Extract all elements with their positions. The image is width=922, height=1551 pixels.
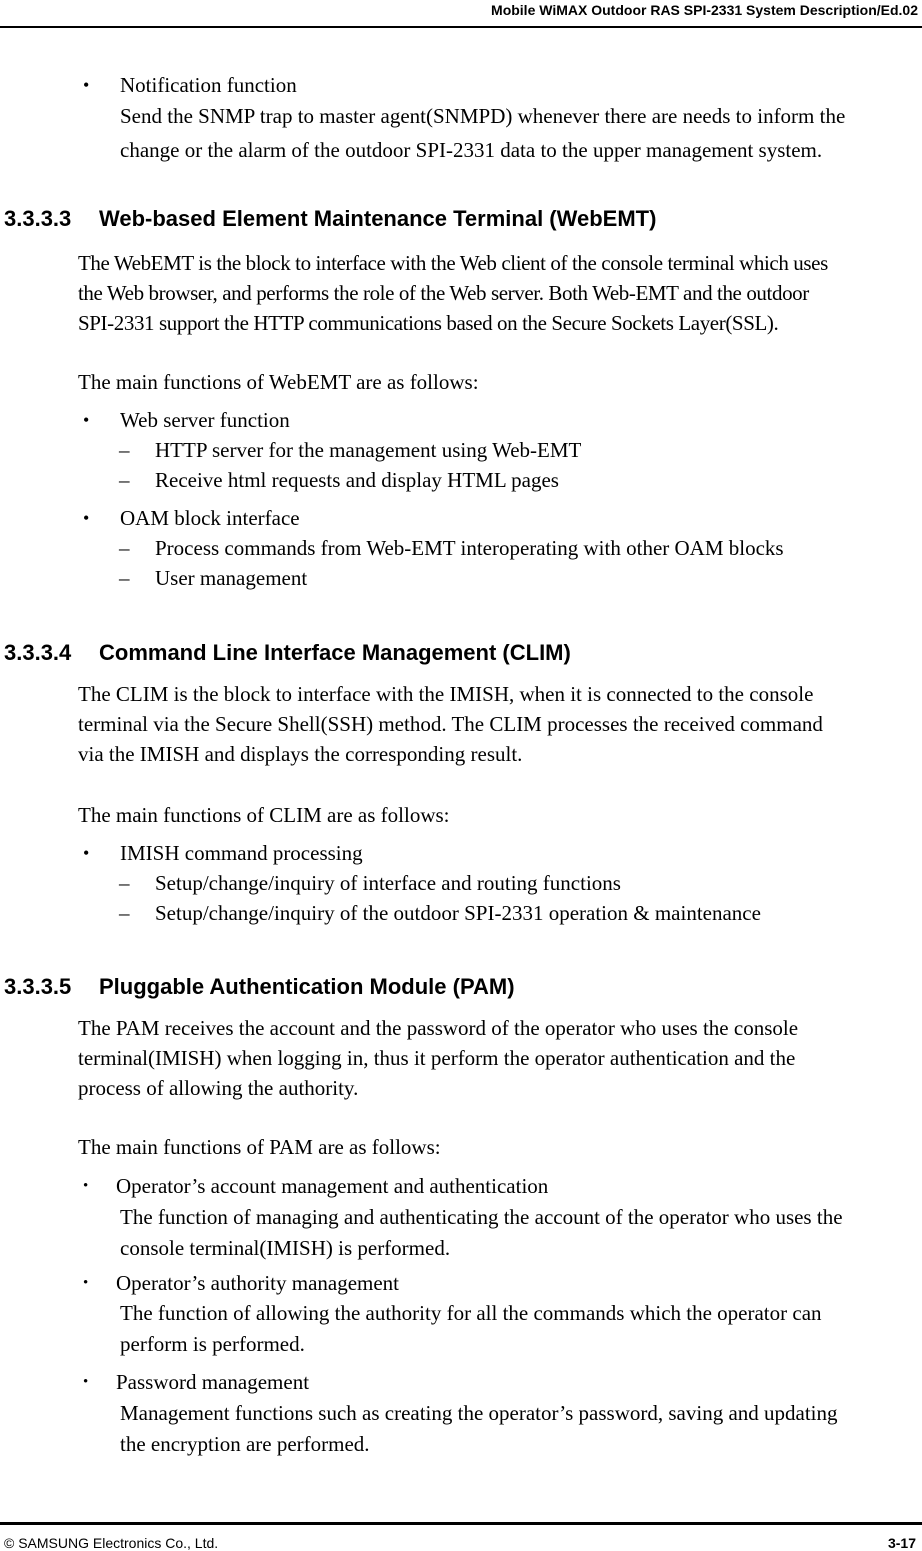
section-number: 3.3.3.4	[4, 640, 72, 665]
bullet-icon: •	[83, 1275, 89, 1291]
dash-icon: –	[119, 566, 130, 590]
section-title: Pluggable Authentication Module (PAM)	[99, 974, 515, 999]
dash-icon: –	[119, 536, 130, 560]
list-item-description: Send the SNMP trap to master agent(SNMPD) whenever there are needs to inform the	[120, 104, 846, 128]
page-number: 3-17	[887, 1535, 916, 1551]
paragraph-line: SPI-2331 support the HTTP communications based on the Secure Sockets Layer(SSL).	[78, 311, 779, 335]
dash-icon: –	[119, 468, 130, 492]
list-item-title: Operator’s authority management	[116, 1271, 400, 1295]
section-heading-clim	[4, 640, 571, 666]
sub-list-item: Setup/change/inquiry of the outdoor SPI-2331 operation & maintenance	[155, 901, 761, 925]
list-item-title: Password management	[116, 1370, 310, 1394]
paragraph-line: The PAM receives the account and the password of the operator who uses the console	[78, 1016, 799, 1040]
list-item-description: change or the alarm of the outdoor SPI-2331 data to the upper management system.	[120, 138, 823, 162]
bullet-icon: •	[83, 410, 90, 430]
list-item-title: IMISH command processing	[120, 841, 363, 865]
paragraph-line: the Web browser, and performs the role of the Web server. Both Web-EMT and the outdoor	[78, 281, 809, 305]
list-item-title: Web server function	[120, 408, 290, 432]
header-divider	[0, 26, 922, 28]
sub-list-item: Setup/change/inquiry of interface and routing functions	[155, 871, 621, 895]
dash-icon: –	[119, 871, 130, 895]
bullet-icon: •	[83, 1178, 89, 1194]
list-item-title: OAM block interface	[120, 506, 300, 530]
list-item-description: The function of allowing the authority for all the commands which the operator can	[120, 1301, 822, 1325]
dash-icon: –	[119, 901, 130, 925]
list-item-description: perform is performed.	[120, 1332, 305, 1356]
list-item-title: Operator’s account management and authentication	[116, 1174, 549, 1198]
list-item-description: the encryption are performed.	[120, 1432, 370, 1456]
paragraph-line: The main functions of CLIM are as follows:	[78, 803, 450, 827]
section-heading-webemt	[4, 206, 656, 232]
paragraph-line: process of allowing the authority.	[78, 1076, 359, 1100]
list-item-title: Notification function	[120, 73, 297, 97]
paragraph-line: terminal(IMISH) when logging in, thus it perform the operator authentication and the	[78, 1046, 796, 1070]
sub-list-item: Process commands from Web-EMT interoperating with other OAM blocks	[155, 536, 784, 560]
sub-list-item: HTTP server for the management using Web-EMT	[155, 438, 582, 462]
section-number: 3.3.3.3	[4, 206, 72, 231]
footer-divider	[0, 1522, 922, 1525]
footer-copyright: © SAMSUNG Electronics Co., Ltd.	[4, 1535, 219, 1551]
running-header: Mobile WiMAX Outdoor RAS SPI-2331 System Description/Ed.02	[491, 2, 918, 18]
list-item-description: Management functions such as creating the operator’s password, saving and updating	[120, 1401, 838, 1425]
paragraph-line: The main functions of WebEMT are as follows:	[78, 370, 479, 394]
bullet-icon: •	[83, 843, 90, 863]
list-item-description: The function of managing and authenticating the account of the operator who uses the	[120, 1205, 843, 1229]
section-heading-pam	[4, 974, 515, 1000]
bullet-icon: •	[83, 75, 90, 95]
paragraph-line: The WebEMT is the block to interface with the Web client of the console terminal which uses	[78, 251, 828, 275]
section-title: Web-based Element Maintenance Terminal (WebEMT)	[99, 206, 657, 231]
bullet-icon: •	[83, 508, 90, 528]
list-item-description: console terminal(IMISH) is performed.	[120, 1236, 451, 1260]
sub-list-item: User management	[155, 566, 308, 590]
sub-list-item: Receive html requests and display HTML pages	[155, 468, 559, 492]
paragraph-line: terminal via the Secure Shell(SSH) method. The CLIM processes the received command	[78, 712, 823, 736]
paragraph-line: The main functions of PAM are as follows:	[78, 1135, 441, 1159]
section-title: Command Line Interface Management (CLIM)	[99, 640, 571, 665]
dash-icon: –	[119, 438, 130, 462]
paragraph-line: The CLIM is the block to interface with the IMISH, when it is connected to the console	[78, 682, 814, 706]
paragraph-line: via the IMISH and displays the corresponding result.	[78, 742, 523, 766]
section-number: 3.3.3.5	[4, 974, 72, 999]
bullet-icon: •	[83, 1374, 89, 1390]
